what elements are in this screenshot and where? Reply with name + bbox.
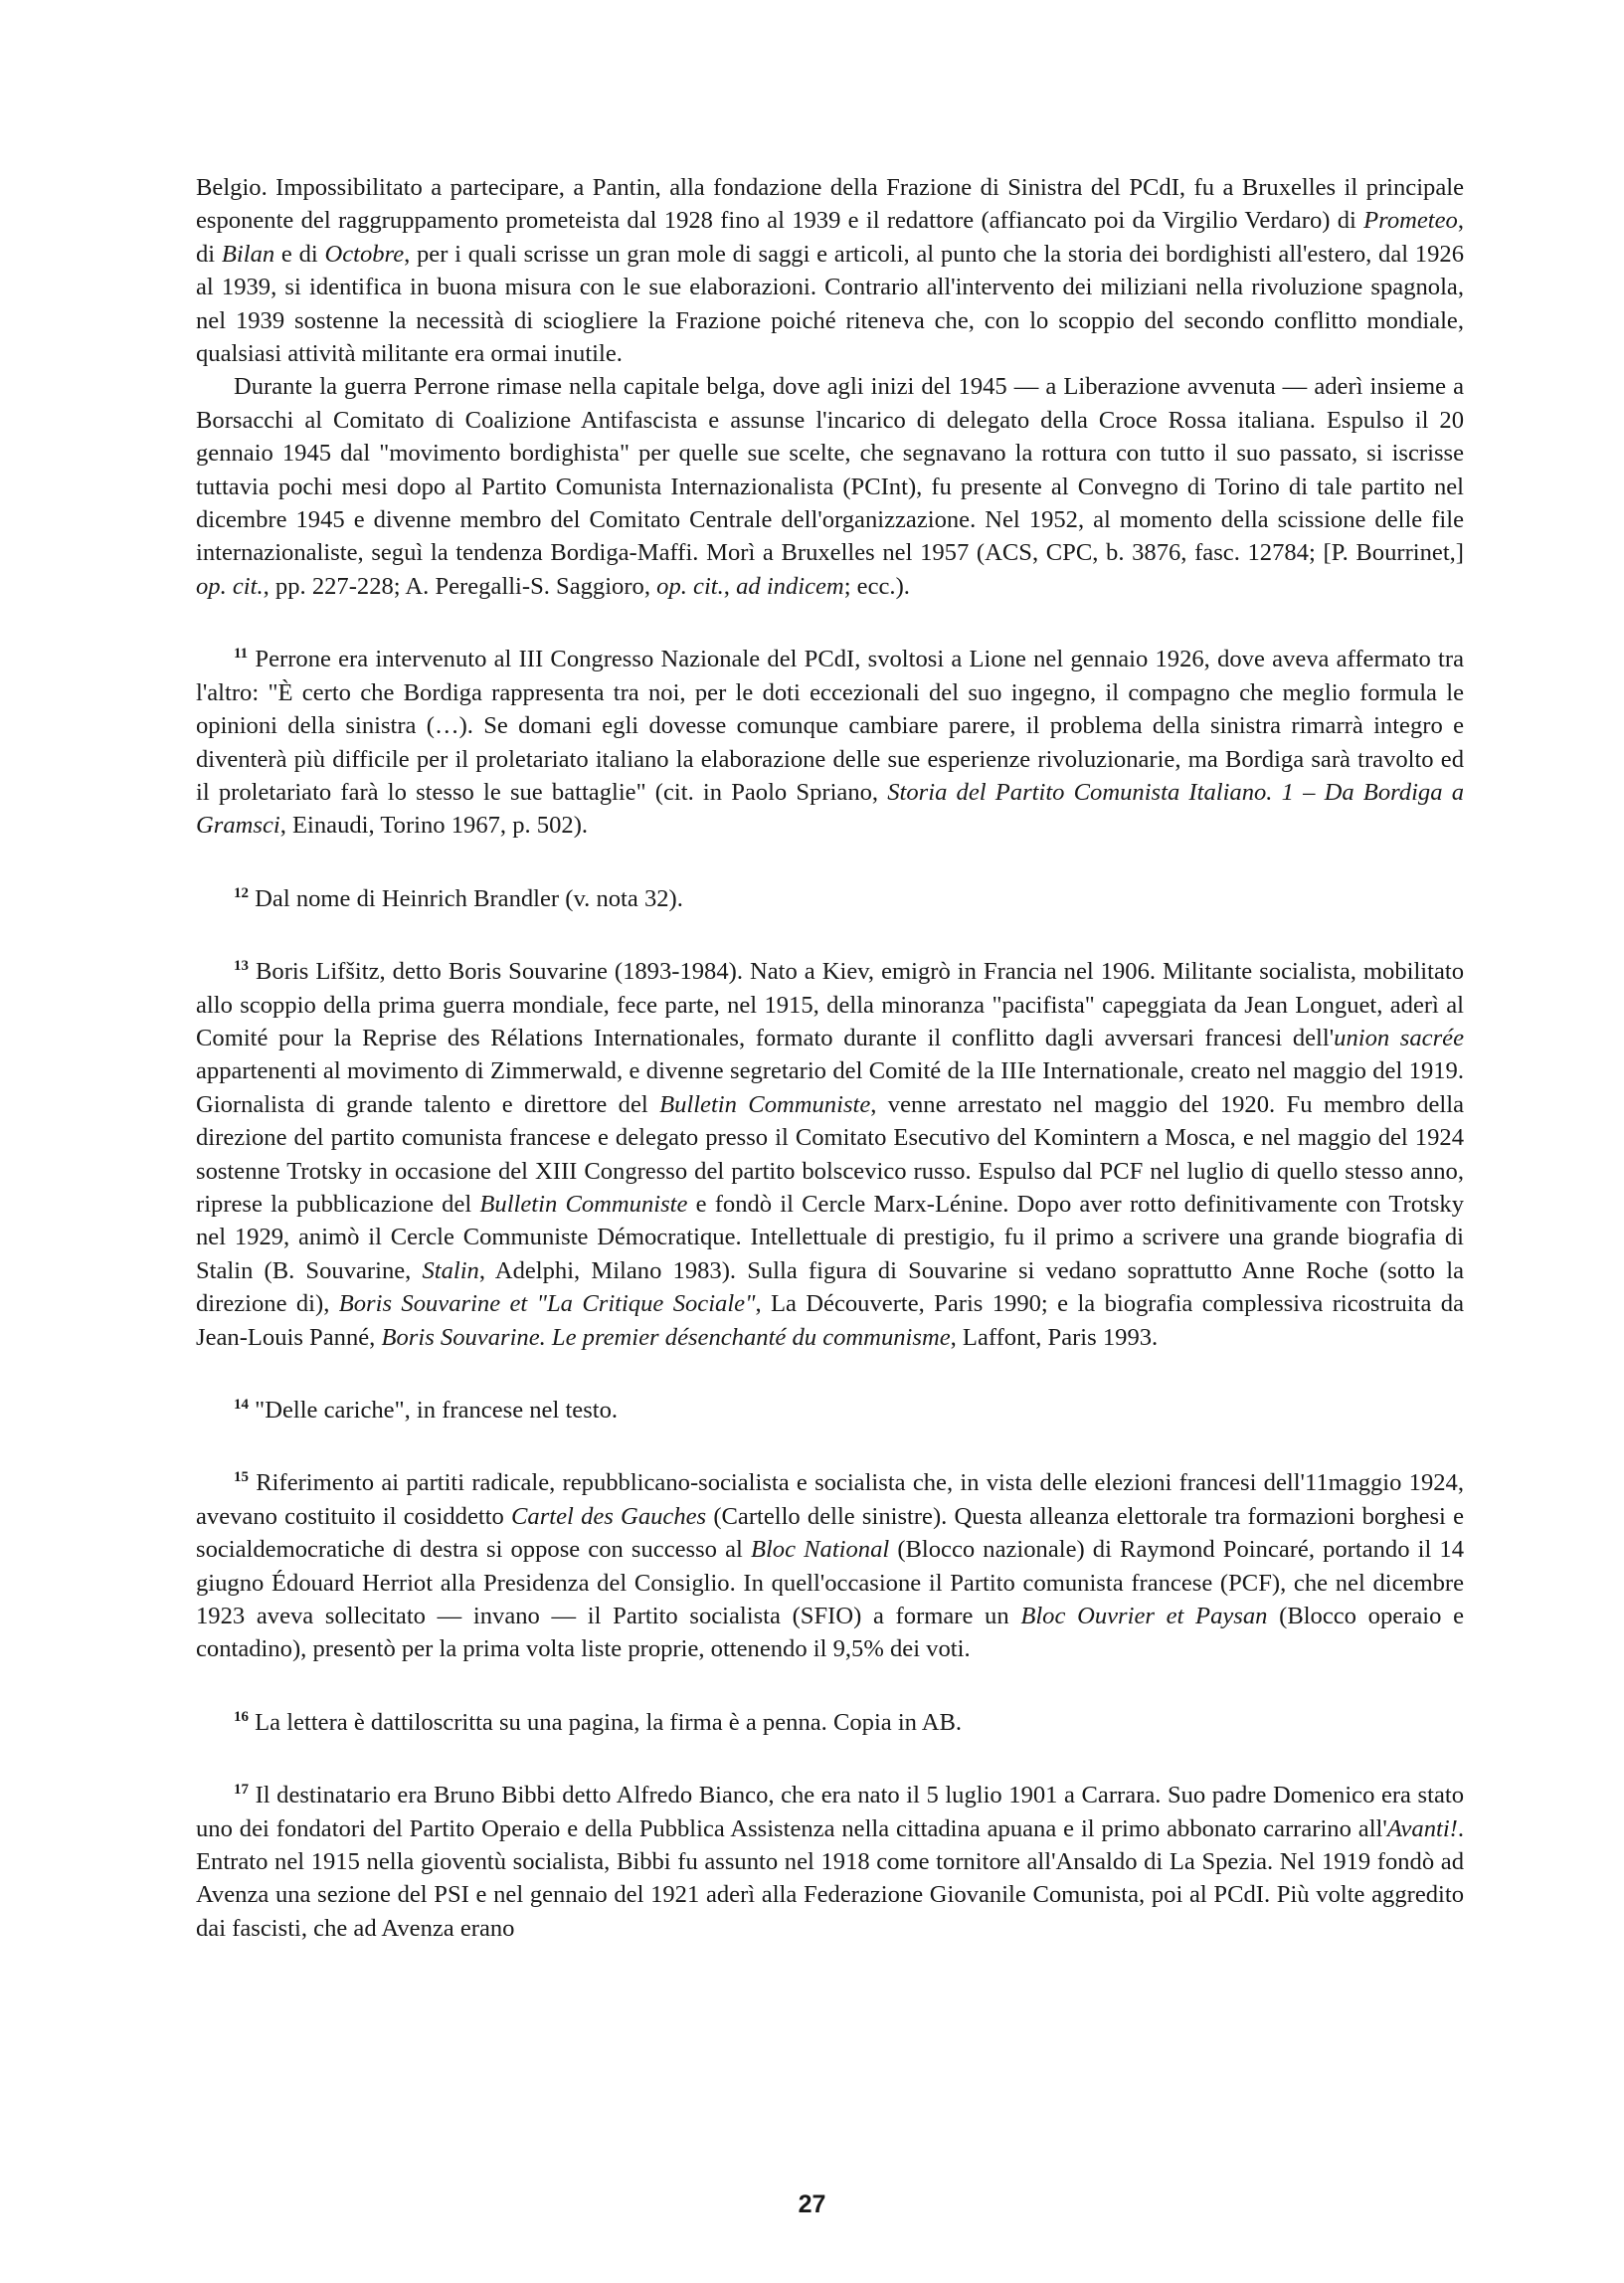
footnote-text xyxy=(196,882,1464,915)
footnote-number: 11 xyxy=(234,646,249,663)
body-paragraph xyxy=(196,370,1464,603)
text-run: , pp. 227-228; A. Peregalli-S. Saggioro, xyxy=(263,572,657,600)
text-run: Riferimento ai partiti radicale, repubblicano-socialista e socialista che, in vista delle elezioni francesi dell'11maggio 1924, avevano costituito il cosiddetto xyxy=(196,1469,1465,1530)
text-run: , Adelphi, Milano 1983). Sulla figura di Souvarine si vedano soprattutto Anne Roche (sotto la direzione di), xyxy=(196,1256,1464,1318)
continuation-paragraph xyxy=(196,171,1464,370)
footnote-text xyxy=(196,1466,1464,1665)
italic-run: Bulletin Communiste xyxy=(479,1190,688,1218)
text-run: appartenenti al movimento di Zimmerwald, e divenne segretario del Comité de la IIIe Internationale, creato nel maggio del 1919. Giornalista di grande talento e direttore del xyxy=(196,1057,1464,1118)
footnote-text xyxy=(196,1779,1464,1945)
text-run: e fondò il Cercle Marx-Lénine. Dopo aver rotto definitivamente con Trotsky nel 1929, animò il Cercle Communiste Démocratique. Intellettuale di prestigio, fu il primo a scrivere una grande biografia di Stalin (B. Souvarine, xyxy=(196,1190,1464,1284)
text-run: (Cartello delle sinistre). Questa alleanza elettorale tra formazioni borghesi e socialdemocratiche di destra si oppose con successo al xyxy=(196,1502,1464,1564)
footnote-17 xyxy=(196,1779,1464,1945)
page-number: 27 xyxy=(798,2190,826,2218)
footnote-16 xyxy=(196,1706,1464,1739)
text-run: Perrone era intervenuto al III Congresso Nazionale del PCdI, svoltosi a Lione nel gennaio 1926, dove aveva affermato tra l'altro: "È certo che Bordiga rappresenta tra noi, per le doti eccezionali del suo ingegno, il compagno che meglio formula le opinioni della sinistra (…). Se domani egli dovesse comunque cambiare parere, il problema della sinistra rimarrà integro e diventerà più difficile per il proletariato italiano la elaborazione delle sue esperienze rivoluzionarie, ma Bordiga sarà travolto ed il proletariato farà lo stesso le sue battaglie" (cit. in Paolo Spriano, xyxy=(196,646,1464,806)
footnote-15 xyxy=(196,1466,1464,1665)
text-run: , di xyxy=(196,207,1464,268)
italic-run: Avanti! xyxy=(1386,1814,1458,1842)
footnote-number: 12 xyxy=(234,884,249,901)
text-run: (Blocco nazionale) di Raymond Poincaré, portando il 14 giugno Édouard Herriot alla Presidenza del Consiglio. In quell'occasione il Partito comunista francese (PCF), che nel dicembre 1923 aveva sollecitato — invano — il Partito socialista (SFIO) a formare un xyxy=(196,1536,1464,1630)
text-run: , La Découverte, Paris 1990; e la biografia complessiva ricostruita da Jean-Louis Panné, xyxy=(196,1290,1464,1351)
text-run: , Einaudi, Torino 1967, p. 502). xyxy=(279,812,589,840)
text-run: "Delle cariche", in francese nel testo. xyxy=(255,1397,619,1424)
text-run: La lettera è dattiloscritta su una pagina, la firma è a penna. Copia in AB. xyxy=(255,1708,963,1736)
italic-run: Storia del Partito Comunista Italiano. 1 – Da Bordiga a Gramsci xyxy=(196,778,1464,840)
italic-run: Bulletin Communiste xyxy=(659,1090,871,1118)
footnote-14 xyxy=(196,1394,1464,1427)
footnote-number: 16 xyxy=(234,1708,249,1725)
text-run: , Laffont, Paris 1993. xyxy=(950,1323,1159,1351)
footnote-11 xyxy=(196,643,1464,842)
italic-run: union sacrée xyxy=(1334,1024,1464,1051)
italic-run: Bilan xyxy=(221,240,275,268)
italic-run: op. cit. xyxy=(656,572,724,600)
italic-run: Bloc Ouvrier et Paysan xyxy=(1020,1603,1268,1630)
text-run: Il destinatario era Bruno Bibbi detto Alfredo Bianco, che era nato il 5 luglio 1901 a Carrara. Suo padre Domenico era stato uno dei fondatori del Partito Operaio e della Pubblica Assistenza nella cittadina apuana e il primo abbonato carrarino all' xyxy=(196,1782,1464,1842)
footnote-number: 15 xyxy=(234,1469,249,1486)
footnote-13 xyxy=(196,955,1464,1354)
footnotes xyxy=(196,643,1464,1945)
footnote-number: 13 xyxy=(234,958,249,975)
footnote-text xyxy=(196,1394,1464,1427)
italic-run: Prometeo xyxy=(1363,207,1458,235)
text-run: Durante la guerra Perrone rimase nella capitale belga, dove agli inizi del 1945 — a Liberazione avvenuta — aderì insieme a Borsacchi al Comitato di Coalizione Antifascista e assunse l'incarico di delegato della Croce Rossa italiana. Espulso il 20 gennaio 1945 dal "movimento bordighista" per quelle sue scelte, che segnavano la rottura con tutto il suo passato, si iscrisse tuttavia pochi mesi dopo al Partito Comunista Internazionalista (PCInt), fu presente al Convegno di Torino di tale partito nel dicembre 1945 e divenne membro del Comitato Centrale dell'organizzazione. Nel 1952, al momento della scissione delle file internazionaliste, seguì la tendenza Bordiga-Maffi. Morì a Bruxelles nel 1957 (ACS, CPC, b. 3876, fasc. 12784; [P. Bourrinet,] xyxy=(196,373,1464,567)
italic-run: ad indicem xyxy=(736,572,844,600)
footnote-text xyxy=(196,643,1464,842)
text-run: (Blocco operaio e contadino), presentò per la prima volta liste proprie, ottenendo il 9,5% dei voti. xyxy=(196,1603,1464,1663)
text-run: . Entrato nel 1915 nella gioventù socialista, Bibbi fu assunto nel 1918 come tornitore all'Ansaldo di La Spezia. Nel 1919 fondò ad Avenza una sezione del PSI e nel gennaio del 1921 aderì alla Federazione Giovanile Comunista, poi al PCdI. Più volte aggredito dai fascisti, che ad Avenza erano xyxy=(196,1814,1464,1942)
italic-run: Stalin xyxy=(422,1256,479,1284)
text-run: Dal nome di Heinrich Brandler (v. nota 32). xyxy=(255,884,683,912)
footnote-number: 17 xyxy=(234,1782,249,1799)
text-run: e di xyxy=(274,240,325,268)
text-run: , venne arrestato nel maggio del 1920. Fu membro della direzione del partito comunista francese e delegato presso il Comitato Esecutivo del Komintern a Mosca, e nel maggio del 1924 sostenne Trotsky in occasione del XIII Congresso del partito bolscevico russo. Espulso dal PCF nel luglio di quello stesso anno, riprese la pubblicazione del xyxy=(196,1090,1464,1218)
footnote-number: 14 xyxy=(234,1397,249,1413)
italic-run: Boris Souvarine. Le premier désenchanté du communisme xyxy=(381,1323,951,1351)
italic-run: op. cit. xyxy=(196,572,264,600)
italic-run: Cartel des Gauches xyxy=(511,1502,707,1530)
italic-run: Bloc National xyxy=(750,1536,890,1564)
footnote-12 xyxy=(196,882,1464,915)
italic-run: Boris Souvarine et "La Critique Sociale" xyxy=(338,1290,756,1318)
text-run: , xyxy=(723,572,737,600)
italic-run: Octobre xyxy=(324,240,405,268)
footnote-text xyxy=(196,1706,1464,1739)
text-run: Boris Lifšitz, detto Boris Souvarine (1893-1984). Nato a Kiev, emigrò in Francia nel 1906. Militante socialista, mobilitato allo scoppio della prima guerra mondiale, fece parte, nel 1915, della minoranza "pacifista" capeggiata da Jean Longuet, aderì al Comité pour la Reprise des Rélations Internationales, formato durante il conflitto dagli avversari francesi dell' xyxy=(196,958,1464,1051)
footnote-text xyxy=(196,955,1464,1354)
text-run: Belgio. Impossibilitato a partecipare, a Pantin, alla fondazione della Frazione di Sinistra del PCdI, fu a Bruxelles il principale esponente del raggruppamento prometeista dal 1928 fino al 1939 e il redattore (affiancato poi da Virgilio Verdaro) di xyxy=(196,174,1464,235)
text-run: ; ecc.). xyxy=(843,572,910,600)
text-run: , per i quali scrisse un gran mole di saggi e articoli, al punto che la storia dei bordighisti all'estero, dal 1926 al 1939, si identifica in buona misura con le sue elaborazioni. Contrario all'intervento dei miliziani nella rivoluzione spagnola, nel 1939 sostenne la necessità di sciogliere la Frazione poiché riteneva che, con lo scoppio del secondo conflitto mondiale, qualsiasi attività militante era ormai inutile. xyxy=(196,240,1464,368)
